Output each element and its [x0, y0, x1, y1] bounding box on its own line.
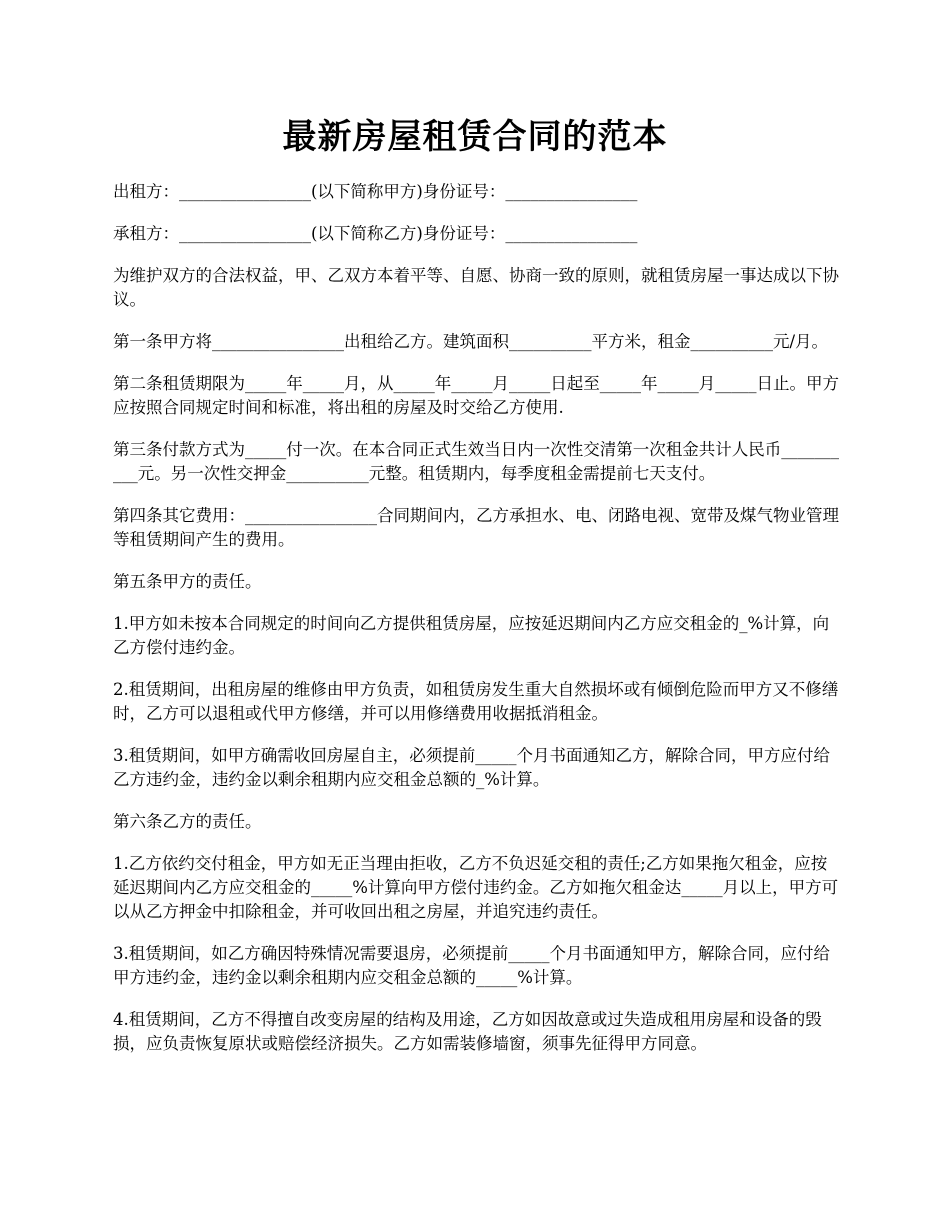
paragraph-lessor: 出租方：________________(以下简称甲方)身份证号：________________	[113, 182, 638, 201]
paragraph-article-6-heading: 第六条乙方的责任。	[113, 812, 262, 831]
paragraph-article-4: 第四条其它费用：________________合同期间内，乙方承担水、电、闭路电视、宽带及煤气物业管理等租赁期间产生的费用。	[113, 506, 839, 549]
paragraph-article-1: 第一条甲方将________________出租给乙方。建筑面积__________平方米，租金__________元/月。	[113, 332, 829, 351]
paragraph-lessee: 承租方：________________(以下简称乙方)身份证号：________________	[113, 224, 638, 243]
paragraph-article-2: 第二条租赁期限为_____年_____月，从_____年_____月_____日起至_____年_____月_____日止。甲方应按照合同规定时间和标准，将出租的房屋及时交给乙方使用.	[113, 374, 839, 417]
paragraph-preamble: 为维护双方的合法权益，甲、乙双方本着平等、自愿、协商一致的原则，就租赁房屋一事达成以下协议。	[113, 266, 839, 309]
paragraph-article-6-item-3: 3.租赁期间，如乙方确因特殊情况需要退房，必须提前_____个月书面通知甲方，解除合同，应付给甲方违约金，违约金以剩余租期内应交租金总额的_____%计算。	[113, 944, 830, 987]
document-body	[113, 180, 840, 1074]
document-title: 最新房屋租赁合同的范本	[282, 117, 668, 157]
paragraph-article-6-item-4: 4.租赁期间，乙方不得擅自改变房屋的结构及用途，乙方如因故意或过失造成租用房屋和设备的毁损，应负责恢复原状或赔偿经济损失。乙方如需装修墙窗，须事先征得甲方同意。	[113, 1010, 822, 1053]
paragraph-article-5-item-2: 2.租赁期间，出租房屋的维修由甲方负责，如租赁房发生重大自然损坏或有倾倒危险而甲方又不修缮时，乙方可以退租或代甲方修缮，并可以用修缮费用收据抵消租金。	[113, 680, 839, 723]
paragraph-article-5-item-3: 3.租赁期间，如甲方确需收回房屋自主，必须提前_____个月书面通知乙方，解除合同，甲方应付给乙方违约金，违约金以剩余租期内应交租金总额的_%计算。	[113, 746, 830, 789]
paragraph-article-5-heading: 第五条甲方的责任。	[113, 572, 262, 591]
paragraph-article-3: 第三条付款方式为_____付一次。在本合同正式生效当日内一次性交清第一次租金共计人民币__________元。另一次性交押金__________元整。租赁期内，每季度租金需提前七天支付。	[113, 440, 839, 483]
paragraph-article-5-item-1: 1.甲方如未按本合同规定的时间向乙方提供租赁房屋，应按延迟期间内乙方应交租金的_%计算，向乙方偿付违约金。	[113, 614, 830, 657]
paragraph-article-6-item-1: 1.乙方依约交付租金，甲方如无正当理由拒收，乙方不负迟延交租的责任;乙方如果拖欠租金，应按延迟期间内乙方应交租金的_____%计算向甲方偿付违约金。乙方如拖欠租金达_____月以上，甲方可以从乙方押金中扣除租金，并可收回出租之房屋，并追究违约责任。	[113, 854, 839, 921]
